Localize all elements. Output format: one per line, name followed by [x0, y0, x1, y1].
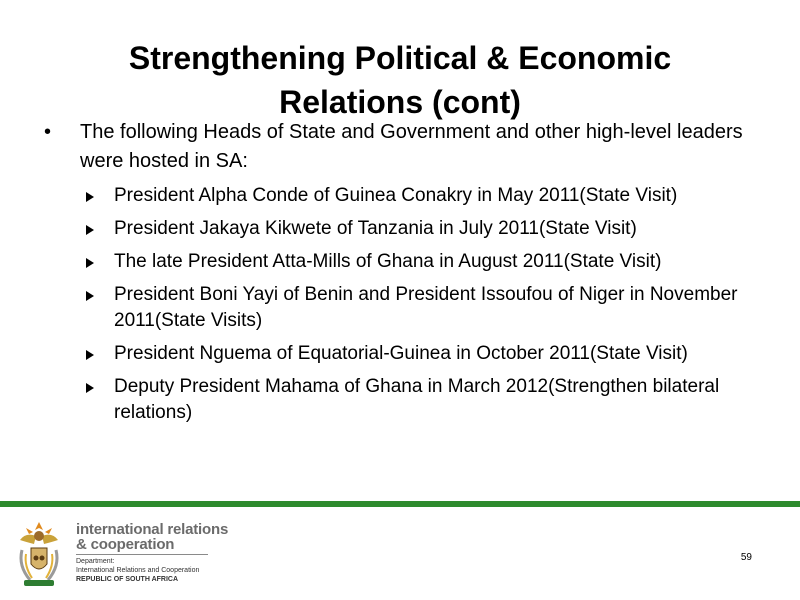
visit-item — [44, 249, 764, 275]
department-label: Department: — [76, 558, 115, 565]
footer-divider — [0, 501, 800, 507]
page-number: 59 — [740, 552, 752, 563]
intro-text: The following Heads of State and Government and other high-level leaders were hosted in SA: — [80, 121, 743, 172]
arrow-bullet-icon — [86, 225, 94, 235]
visit-text: President Nguema of Equatorial-Guinea in October 2011(State Visit) — [114, 343, 688, 364]
south-africa-coat-of-arms-icon — [14, 520, 64, 590]
visit-text: President Alpha Conde of Guinea Conakry in May 2011(State Visit) — [114, 185, 678, 206]
visit-text: President Boni Yayi of Benin and President Issoufou of Niger in November 2011(State Visits) — [114, 284, 738, 331]
visit-item — [44, 183, 764, 209]
arrow-bullet-icon — [86, 258, 94, 268]
slide-content — [44, 118, 764, 433]
visit-item — [44, 282, 764, 334]
visit-text: President Jakaya Kikwete of Tanzania in July 2011(State Visit) — [114, 218, 637, 239]
visit-item — [44, 374, 764, 426]
slide-title-line1: Strengthening Political & Economic — [128, 40, 672, 76]
visit-item — [44, 216, 764, 242]
intro-bullet-item — [44, 118, 764, 176]
department-name-line2: & cooperation — [76, 536, 175, 553]
visit-item — [44, 341, 764, 367]
arrow-bullet-icon — [86, 350, 94, 360]
arrow-bullet-icon — [86, 192, 94, 202]
arrow-bullet-icon — [86, 383, 94, 393]
slide-title-line2: Relations (cont) — [279, 84, 521, 120]
logo-divider — [76, 554, 208, 555]
visit-text: The late President Atta-Mills of Ghana in August 2011(State Visit) — [114, 251, 662, 272]
slide-title — [60, 36, 740, 124]
department-name — [76, 522, 228, 552]
country-name: REPUBLIC OF SOUTH AFRICA — [76, 576, 179, 583]
department-name-line1: international relations — [76, 521, 229, 538]
visits-list — [44, 183, 764, 426]
arrow-bullet-icon — [86, 291, 94, 301]
visit-text: Deputy President Mahama of Ghana in March 2012(Strengthen bilateral relations) — [114, 376, 720, 423]
department-details — [76, 557, 199, 584]
department-full-name: International Relations and Cooperation — [76, 567, 200, 574]
round-bullet-icon: • — [44, 121, 52, 143]
department-logo — [14, 520, 234, 590]
